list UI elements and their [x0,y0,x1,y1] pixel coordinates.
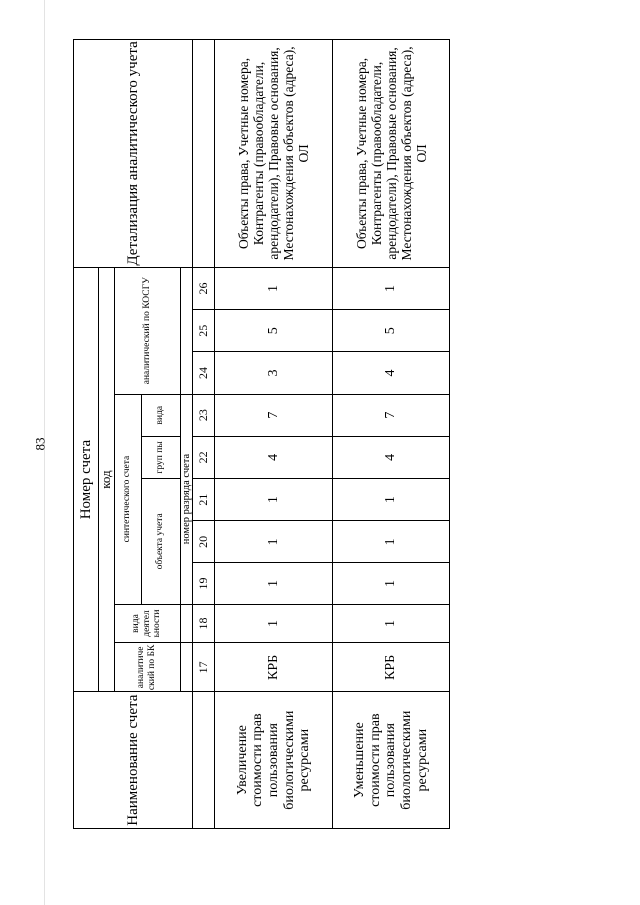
header-kind: вида [141,394,180,436]
row-2-value-17: КРБ [333,643,450,692]
digit-19: 19 [193,563,215,604]
header-detail: Детализация аналитического учета [74,40,193,268]
row-2-value-21: 1 [333,479,450,521]
row-1-value-20: 1 [215,521,333,563]
row-2-value-22: 4 [333,436,450,478]
header-analytic-bk: аналитиче ский по БК [114,643,180,692]
header-name: Наименование счета [74,692,193,829]
header-blank-bk [180,643,193,692]
row-1-value-21: 1 [215,479,333,521]
row-1-value-22: 4 [215,436,333,478]
header-blank-kosgu [180,267,193,394]
digit-26: 26 [193,267,215,309]
header-analytic-kosgu: аналитический по КОСГУ [114,267,180,394]
row-1-name: Увеличение стоимости прав пользования биологическими ресурсами [215,692,333,829]
row-1-value-26: 1 [215,267,333,309]
row-1-value-24: 3 [215,352,333,394]
row-2-value-24: 4 [333,352,450,394]
header-digit: номер разряда счета [180,394,193,604]
row-2-value-23: 7 [333,394,450,436]
digit-23: 23 [193,394,215,436]
digit-22: 22 [193,436,215,478]
scan-edge-line [44,0,45,905]
row-2-value-26: 1 [333,267,450,309]
header-code: код [99,267,115,691]
digit-24: 24 [193,352,215,394]
digit-21: 21 [193,479,215,521]
digit-blank-detail [193,40,215,268]
digit-25: 25 [193,310,215,352]
header-activity: вида деятел ьности [114,604,180,643]
digit-17: 17 [193,643,215,692]
row-1-detail: Объекты права, Учетные номера, Контрагенты (правообладатели, арендодатели), Правовые основания, Местонахождения объектов (адреса), ОЛ [215,40,333,268]
row-1-value-17: КРБ [215,643,333,692]
accounts-table [73,39,450,829]
row-2-value-25: 5 [333,310,450,352]
digit-18: 18 [193,604,215,643]
row-2-value-19: 1 [333,563,450,604]
header-account-object: объекта учета [141,479,180,605]
row-1-value-25: 5 [215,310,333,352]
digit-20: 20 [193,521,215,563]
table-row [333,40,450,829]
row-2-value-20: 1 [333,521,450,563]
digit-row [193,40,215,829]
header-account-number: Номер счета [74,267,99,691]
row-2-name: Уменьшение стоимости прав пользования биологическими ресурсами [333,692,450,829]
row-1-value-19: 1 [215,563,333,604]
page-number: 83 [32,437,48,451]
header-synthetic: синтетического счета [114,394,141,604]
row-2-detail: Объекты права, Учетные номера, Контрагенты (правообладатели, арендодатели), Правовые основания, Местонахождения объектов (адреса), ОЛ [333,40,450,268]
header-group: груп пы [141,436,180,478]
row-1-value-23: 7 [215,394,333,436]
row-1-value-18: 1 [215,604,333,643]
header-row-1 [74,40,99,829]
digit-blank-name [193,692,215,829]
table-row [215,40,333,829]
header-blank-activity [180,604,193,643]
rotated-table-wrapper [73,39,445,829]
row-2-value-18: 1 [333,604,450,643]
